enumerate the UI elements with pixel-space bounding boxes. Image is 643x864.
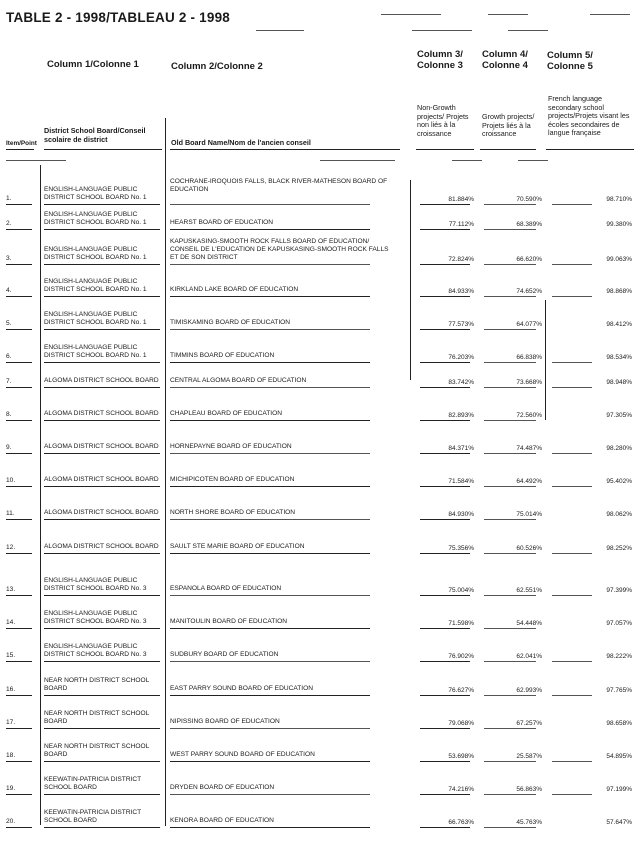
growth-value: 64.077% — [516, 321, 542, 328]
row-rule — [484, 229, 536, 230]
old-board-name: DRYDEN BOARD OF EDUCATION — [170, 784, 275, 791]
french-value: 97.305% — [606, 412, 632, 419]
french-value: 99.063% — [606, 256, 632, 263]
french-value: 98.710% — [606, 196, 632, 203]
row-rule — [552, 264, 592, 265]
row-rule — [484, 628, 536, 629]
growth-value: 72.560% — [516, 412, 542, 419]
row-rule — [6, 827, 32, 828]
french-value: 98.280% — [606, 445, 632, 452]
french-value: 97.199% — [606, 786, 632, 793]
item-number: 20. — [6, 818, 16, 825]
row-rule — [170, 761, 370, 762]
row-rule — [420, 229, 470, 230]
row-rule — [170, 728, 370, 729]
old-board-name: HORNEPAYNE BOARD OF EDUCATION — [170, 443, 292, 450]
district-board-name: ENGLISH-LANGUAGE PUBLIC DISTRICT SCHOOL BOARD No. 3 — [44, 610, 147, 625]
row-rule — [44, 595, 160, 596]
french-value: 97.057% — [606, 620, 632, 627]
board-header: District School Board/Conseil scolaire de district — [44, 126, 146, 144]
row-rule — [44, 296, 160, 297]
item-number: 17. — [6, 719, 16, 726]
row-rule — [170, 595, 370, 596]
column-1-header: Column 1/Colonne 1 — [47, 59, 139, 70]
item-number: 9. — [6, 444, 12, 451]
district-board-name: ALGOMA DISTRICT SCHOOL BOARD — [44, 509, 159, 516]
row-rule — [552, 296, 592, 297]
row-rule — [6, 486, 32, 487]
growth-value: 74.487% — [516, 445, 542, 452]
row-rule — [420, 486, 470, 487]
row-rule — [484, 329, 536, 330]
growth-value: 62.551% — [516, 587, 542, 594]
growth-value: 62.993% — [516, 687, 542, 694]
old-board-name: EAST PARRY SOUND BOARD OF EDUCATION — [170, 685, 314, 692]
item-number: 15. — [6, 652, 16, 659]
non-growth-value: 66.763% — [448, 819, 474, 826]
old-board-name: SAULT STE MARIE BOARD OF EDUCATION — [170, 543, 305, 550]
item-number: 5. — [6, 320, 12, 327]
row-rule — [44, 204, 160, 205]
non-growth-value: 84.930% — [448, 511, 474, 518]
row-rule — [170, 329, 370, 330]
row-rule — [44, 695, 160, 696]
row-rule — [6, 661, 32, 662]
old-board-name: COCHRANE-IROQUOIS FALLS, BLACK RIVER-MATHESON BOARD OF EDUCATION — [170, 178, 388, 193]
item-number: 1. — [6, 195, 12, 202]
row-rule — [484, 519, 536, 520]
non-growth-value: 84.933% — [448, 288, 474, 295]
item-number: 8. — [6, 411, 12, 418]
district-board-name: ENGLISH-LANGUAGE PUBLIC DISTRICT SCHOOL BOARD No. 3 — [44, 643, 147, 658]
old-board-name: CHAPLEAU BOARD OF EDUCATION — [170, 410, 282, 417]
row-rule — [6, 761, 32, 762]
row-rule — [420, 296, 470, 297]
french-value: 98.534% — [606, 354, 632, 361]
row-rule — [6, 728, 32, 729]
row-rule — [420, 420, 470, 421]
row-rule — [484, 553, 536, 554]
old-board-name: ESPANOLA BOARD OF EDUCATION — [170, 585, 282, 592]
row-rule — [44, 827, 160, 828]
row-rule — [170, 794, 370, 795]
non-growth-value: 81.884% — [448, 196, 474, 203]
row-rule — [170, 420, 370, 421]
row-rule — [552, 661, 592, 662]
district-board-name: NEAR NORTH DISTRICT SCHOOL BOARD — [44, 677, 150, 692]
row-rule — [6, 553, 32, 554]
column-3-header: Column 3/ Colonne 3 — [417, 49, 463, 71]
row-rule — [552, 362, 592, 363]
row-rule — [552, 595, 592, 596]
non-growth-value: 75.356% — [448, 545, 474, 552]
row-rule — [44, 420, 160, 421]
district-board-name: ALGOMA DISTRICT SCHOOL BOARD — [44, 410, 159, 417]
item-number: 10. — [6, 477, 16, 484]
row-rule — [6, 519, 32, 520]
row-rule — [44, 329, 160, 330]
row-rule — [484, 296, 536, 297]
district-board-name: NEAR NORTH DISTRICT SCHOOL BOARD — [44, 710, 150, 725]
row-rule — [552, 794, 592, 795]
french-value: 98.948% — [606, 379, 632, 386]
row-rule — [170, 362, 370, 363]
row-rule — [552, 553, 592, 554]
growth-value: 54.448% — [516, 620, 542, 627]
french-value: 99.380% — [606, 221, 632, 228]
french-value: 98.412% — [606, 321, 632, 328]
item-number: 19. — [6, 785, 16, 792]
growth-value: 62.041% — [516, 653, 542, 660]
row-rule — [44, 761, 160, 762]
row-rule — [170, 519, 370, 520]
row-rule — [484, 794, 536, 795]
french-value: 98.252% — [606, 545, 632, 552]
non-growth-value: 74.216% — [448, 786, 474, 793]
row-rule — [420, 362, 470, 363]
growth-value: 45.763% — [516, 819, 542, 826]
non-growth-value: 82.893% — [448, 412, 474, 419]
non-growth-value: 84.371% — [448, 445, 474, 452]
growth-value: 74.652% — [516, 288, 542, 295]
growth-value: 64.492% — [516, 478, 542, 485]
item-number: 16. — [6, 686, 16, 693]
row-rule — [552, 486, 592, 487]
old-board-name: CENTRAL ALGOMA BOARD OF EDUCATION — [170, 377, 307, 384]
row-rule — [484, 453, 536, 454]
non-growth-value: 77.573% — [448, 321, 474, 328]
non-growth-value: 83.742% — [448, 379, 474, 386]
old-board-name: TIMISKAMING BOARD OF EDUCATION — [170, 319, 291, 326]
row-rule — [44, 453, 160, 454]
growth-value: 67.257% — [516, 720, 542, 727]
french-value: 95.402% — [606, 478, 632, 485]
row-rule — [552, 453, 592, 454]
item-number: 3. — [6, 255, 12, 262]
row-rule — [6, 204, 32, 205]
row-rule — [170, 628, 370, 629]
row-rule — [6, 264, 32, 265]
district-board-name: ENGLISH-LANGUAGE PUBLIC DISTRICT SCHOOL BOARD No. 1 — [44, 278, 147, 293]
district-board-name: KEEWATIN-PATRICIA DISTRICT SCHOOL BOARD — [44, 776, 142, 791]
item-header: Item/Point — [6, 140, 37, 147]
french-value: 57.647% — [606, 819, 632, 826]
row-rule — [420, 453, 470, 454]
row-rule — [170, 264, 370, 265]
growth-value: 56.863% — [516, 786, 542, 793]
row-rule — [170, 296, 370, 297]
row-rule — [6, 362, 32, 363]
old-board-name: TIMMINS BOARD OF EDUCATION — [170, 352, 275, 359]
french-value: 54.895% — [606, 753, 632, 760]
old-board-name: HEARST BOARD OF EDUCATION — [170, 219, 274, 226]
row-rule — [420, 661, 470, 662]
row-rule — [420, 387, 470, 388]
column-2-header: Column 2/Colonne 2 — [171, 61, 263, 72]
row-rule — [420, 329, 470, 330]
district-board-name: ENGLISH-LANGUAGE PUBLIC DISTRICT SCHOOL BOARD No. 1 — [44, 211, 147, 226]
row-rule — [484, 761, 536, 762]
row-rule — [552, 387, 592, 388]
district-board-name: KEEWATIN-PATRICIA DISTRICT SCHOOL BOARD — [44, 809, 142, 824]
row-rule — [44, 661, 160, 662]
district-board-name: NEAR NORTH DISTRICT SCHOOL BOARD — [44, 743, 150, 758]
district-board-name: ENGLISH-LANGUAGE PUBLIC DISTRICT SCHOOL BOARD No. 1 — [44, 186, 147, 201]
district-board-name: ENGLISH-LANGUAGE PUBLIC DISTRICT SCHOOL BOARD No. 1 — [44, 344, 147, 359]
old-board-name: MANITOULIN BOARD OF EDUCATION — [170, 618, 287, 625]
old-board-name: NORTH SHORE BOARD OF EDUCATION — [170, 509, 296, 516]
row-rule — [420, 827, 470, 828]
district-board-name: ENGLISH-LANGUAGE PUBLIC DISTRICT SCHOOL BOARD No. 1 — [44, 246, 147, 261]
row-rule — [6, 387, 32, 388]
row-rule — [420, 264, 470, 265]
row-rule — [484, 728, 536, 729]
row-rule — [44, 728, 160, 729]
row-rule — [484, 695, 536, 696]
row-rule — [170, 661, 370, 662]
row-rule — [44, 264, 160, 265]
item-number: 2. — [6, 220, 12, 227]
row-rule — [420, 553, 470, 554]
row-rule — [170, 453, 370, 454]
row-rule — [552, 204, 592, 205]
row-rule — [484, 387, 536, 388]
row-rule — [170, 827, 370, 828]
row-rule — [420, 628, 470, 629]
column-5-header: Column 5/ Colonne 5 — [547, 50, 593, 72]
french-value: 98.062% — [606, 511, 632, 518]
non-growth-value: 53.698% — [448, 753, 474, 760]
old-board-name: MICHIPICOTEN BOARD OF EDUCATION — [170, 476, 295, 483]
growth-value: 68.389% — [516, 221, 542, 228]
row-rule — [170, 695, 370, 696]
old-board-header: Old Board Name/Nom de l'ancien conseil — [171, 138, 311, 147]
non-growth-value: 76.203% — [448, 354, 474, 361]
row-rule — [170, 229, 370, 230]
row-rule — [420, 761, 470, 762]
item-number: 6. — [6, 353, 12, 360]
row-rule — [484, 827, 536, 828]
growth-value: 66.620% — [516, 256, 542, 263]
row-rule — [420, 595, 470, 596]
old-board-name: SUDBURY BOARD OF EDUCATION — [170, 651, 279, 658]
item-number: 11. — [6, 510, 15, 517]
row-rule — [44, 794, 160, 795]
row-rule — [6, 296, 32, 297]
non-growth-value: 76.627% — [448, 687, 474, 694]
non-growth-value: 76.902% — [448, 653, 474, 660]
non-growth-value: 71.598% — [448, 620, 474, 627]
row-rule — [44, 628, 160, 629]
french-value: 98.658% — [606, 720, 632, 727]
row-rule — [44, 229, 160, 230]
growth-value: 75.014% — [516, 511, 542, 518]
row-rule — [6, 229, 32, 230]
row-rule — [6, 794, 32, 795]
row-rule — [6, 420, 32, 421]
row-rule — [420, 519, 470, 520]
row-rule — [44, 553, 160, 554]
item-number: 14. — [6, 619, 16, 626]
non-growth-value: 79.068% — [448, 720, 474, 727]
row-rule — [6, 628, 32, 629]
french-value: 98.868% — [606, 288, 632, 295]
row-rule — [552, 761, 592, 762]
growth-value: 70.590% — [516, 196, 542, 203]
non-growth-header: Non-Growth projects/ Projets non liés à la croissance — [417, 103, 469, 138]
district-board-name: ALGOMA DISTRICT SCHOOL BOARD — [44, 443, 159, 450]
row-rule — [6, 329, 32, 330]
growth-value: 66.838% — [516, 354, 542, 361]
non-growth-value: 75.004% — [448, 587, 474, 594]
row-rule — [44, 362, 160, 363]
column-4-header: Column 4/ Colonne 4 — [482, 49, 528, 71]
item-number: 7. — [6, 378, 12, 385]
page-title: TABLE 2 - 1998/TABLEAU 2 - 1998 — [6, 10, 231, 25]
french-value: 97.765% — [606, 687, 632, 694]
row-rule — [484, 264, 536, 265]
district-board-name: ALGOMA DISTRICT SCHOOL BOARD — [44, 377, 159, 384]
row-rule — [552, 695, 592, 696]
row-rule — [170, 204, 370, 205]
row-rule — [484, 420, 536, 421]
row-rule — [484, 362, 536, 363]
row-rule — [420, 204, 470, 205]
item-number: 13. — [6, 586, 16, 593]
non-growth-value: 71.584% — [448, 478, 474, 485]
district-board-name: ENGLISH-LANGUAGE PUBLIC DISTRICT SCHOOL BOARD No. 1 — [44, 311, 147, 326]
row-rule — [420, 728, 470, 729]
row-rule — [6, 695, 32, 696]
growth-value: 73.668% — [516, 379, 542, 386]
growth-header: Growth projects/ Projets liés à la croissance — [482, 112, 535, 139]
row-rule — [44, 387, 160, 388]
french-value: 97.399% — [606, 587, 632, 594]
non-growth-value: 77.112% — [448, 221, 474, 228]
old-board-name: KAPUSKASING-SMOOTH ROCK FALLS BOARD OF EDUCATION/ CONSEIL DE L'EDUCATION DE KAPUSKASING-SMOOTH ROCK FALLS ET DE SON DISTRICT — [170, 238, 389, 261]
row-rule — [6, 453, 32, 454]
row-rule — [6, 595, 32, 596]
row-rule — [420, 695, 470, 696]
growth-value: 60.526% — [516, 545, 542, 552]
old-board-name: WEST PARRY SOUND BOARD OF EDUCATION — [170, 751, 315, 758]
row-rule — [170, 486, 370, 487]
old-board-name: KENORA BOARD OF EDUCATION — [170, 817, 274, 824]
district-board-name: ALGOMA DISTRICT SCHOOL BOARD — [44, 543, 159, 550]
french-header: French language secondary school projects/Projets visant les écoles secondaires de langue française — [548, 94, 630, 138]
row-rule — [170, 387, 370, 388]
item-number: 12. — [6, 544, 16, 551]
item-number: 18. — [6, 752, 16, 759]
growth-value: 25.587% — [516, 753, 542, 760]
french-value: 98.222% — [606, 653, 632, 660]
row-rule — [484, 595, 536, 596]
row-rule — [484, 486, 536, 487]
row-rule — [484, 661, 536, 662]
non-growth-value: 72.824% — [448, 256, 474, 263]
row-rule — [420, 794, 470, 795]
row-rule — [44, 519, 160, 520]
item-number: 4. — [6, 287, 12, 294]
row-rule — [170, 553, 370, 554]
district-board-name: ENGLISH-LANGUAGE PUBLIC DISTRICT SCHOOL BOARD No. 3 — [44, 577, 147, 592]
district-board-name: ALGOMA DISTRICT SCHOOL BOARD — [44, 476, 159, 483]
row-rule — [44, 486, 160, 487]
row-rule — [484, 204, 536, 205]
old-board-name: NIPISSING BOARD OF EDUCATION — [170, 718, 280, 725]
old-board-name: KIRKLAND LAKE BOARD OF EDUCATION — [170, 286, 299, 293]
